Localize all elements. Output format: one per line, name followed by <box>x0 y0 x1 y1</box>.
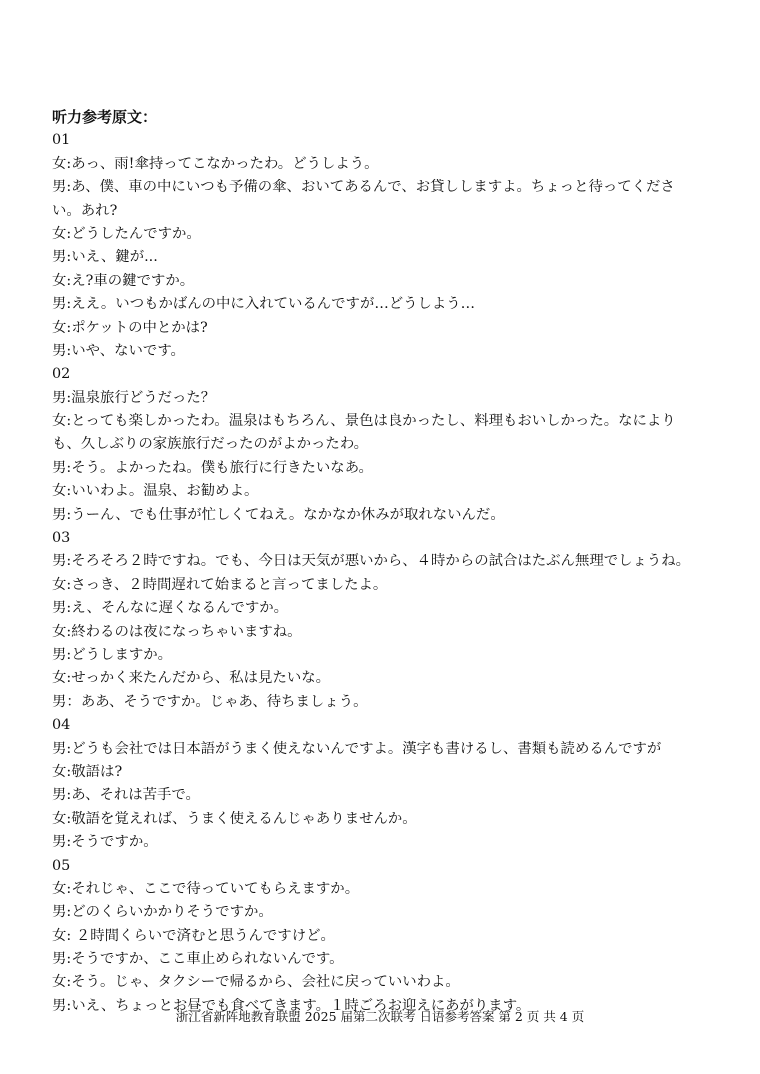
speaker-separator: : <box>66 904 72 921</box>
utterance-text: そうですか、ここ車止められないんです。 <box>71 951 344 968</box>
speaker-label: 男 <box>52 389 67 406</box>
speaker-separator: : <box>66 997 72 1014</box>
speaker-label: 女 <box>52 483 67 500</box>
dialogue-line <box>52 761 712 784</box>
dialogue-line <box>52 410 712 433</box>
speaker-separator: : <box>66 272 72 289</box>
utterance-text: さっき、２時間遅れて始まると言ってましたよ。 <box>71 576 388 593</box>
speaker-label: 男 <box>52 249 67 266</box>
speaker-separator: : <box>66 600 72 617</box>
utterance-text: ２時間くらいで済むと思うんですけど。 <box>71 927 335 944</box>
speaker-separator: : <box>66 319 72 336</box>
speaker-label: 男 <box>52 997 67 1014</box>
utterance-text: それじゃ、ここで待っていてもらえますか。 <box>71 880 360 897</box>
dialogue-line <box>52 691 712 714</box>
speaker-separator: : <box>66 225 72 242</box>
utterance-text: 敬語を覚えれば、うまく使えるんじゃありませんか。 <box>71 810 417 827</box>
utterance-text: いえ、ちょっとお昼でも食べてきます。１時ごろお迎えにあがります。 <box>71 997 531 1014</box>
utterance-text: も、久しぶりの家族旅行だったのがよかったわ。 <box>52 436 369 453</box>
dialogue-line <box>52 901 712 924</box>
utterance-text: そうですか。 <box>71 834 158 851</box>
speaker-separator: : <box>66 155 72 172</box>
speaker-separator: : <box>66 342 72 359</box>
speaker-label: 男 <box>52 459 67 476</box>
utterance-text: せっかく来たんだから、私は見たいな。 <box>71 670 331 687</box>
speaker-separator: : <box>66 927 72 944</box>
speaker-label: 女 <box>52 623 67 640</box>
utterance-text: どうも会社では日本語がうまく使えないんですよ。漢字も書けるし、書類も読めるんですが <box>71 740 662 757</box>
dialogue-line <box>52 504 712 527</box>
speaker-label: 男 <box>52 740 67 757</box>
speaker-separator: : <box>66 670 72 687</box>
utterance-text: どのくらいかかりそうですか。 <box>71 904 273 921</box>
speaker-label: 女 <box>52 319 67 336</box>
dialogue-line <box>52 831 712 854</box>
dialogue-line <box>52 223 712 246</box>
speaker-label: 女 <box>52 413 67 430</box>
speaker-label: 男 <box>52 834 67 851</box>
dialogue-line <box>52 574 712 597</box>
speaker-label: 女 <box>52 576 67 593</box>
speaker-label: 男 <box>52 506 67 523</box>
dialogue-line <box>52 270 712 293</box>
dialogue-line <box>52 948 712 971</box>
utterance-text: とっても楽しかったわ。温泉はもちろん、景色は良かったし、料理もおいしかった。なにより <box>71 413 676 430</box>
speaker-separator: : <box>66 576 72 593</box>
question-number: 03 <box>52 530 71 547</box>
dialogue-line <box>52 784 712 807</box>
utterance-text: いや、ないです。 <box>71 342 185 359</box>
dialogue-line <box>52 925 712 948</box>
utterance-text: 敬語は? <box>71 763 123 780</box>
utterance-text: え、そんなに遅くなるんですか。 <box>71 600 288 617</box>
speaker-label: 男 <box>52 296 67 313</box>
speaker-separator: : <box>66 951 72 968</box>
speaker-label: 女 <box>52 670 67 687</box>
dialogue-line <box>52 878 712 901</box>
utterance-text: あ、僕、車の中にいつも予備の傘、おいてあるんで、お貸ししますよ。ちょっと待ってくださ <box>71 179 675 196</box>
speaker-separator: : <box>66 646 72 663</box>
speaker-separator: : <box>66 296 72 313</box>
utterance-text: 温泉旅行どうだった？ <box>71 389 216 406</box>
dialogue-line <box>52 808 712 831</box>
speaker-separator: : <box>66 974 72 991</box>
utterance-text: いえ、鍵が... <box>71 249 158 266</box>
speaker-label: 男 <box>52 951 67 968</box>
speaker-label: 女 <box>52 974 67 991</box>
utterance-text: そろそろ２時ですね。でも、今日は天気が悪いから、４時からの試合はたぶん無理でしょうね。 <box>71 553 691 570</box>
dialogue-line <box>52 644 712 667</box>
utterance-text: そう。よかったね。僕も旅行に行きたいなあ。 <box>71 459 373 476</box>
speaker-separator: : <box>66 179 72 196</box>
speaker-label: 男 <box>52 646 67 663</box>
dialogue-line <box>52 176 712 199</box>
utterance-text: い。あれ? <box>52 202 118 219</box>
utterance-text: あ、それは苦手で。 <box>71 787 200 804</box>
speaker-separator: ： <box>66 693 81 710</box>
utterance-text: ポケットの中とかは? <box>71 319 208 336</box>
speaker-label: 男 <box>52 787 67 804</box>
utterance-text: どうしますか。 <box>71 646 173 663</box>
dialogue-line <box>52 457 712 480</box>
speaker-separator: : <box>66 810 72 827</box>
dialogue-line <box>52 153 712 176</box>
utterance-text: いいわよ。温泉、お勧めよ。 <box>71 483 259 500</box>
utterance-text: そう。じゃ、タクシーで帰るから、会社に戻っていいわよ。 <box>71 974 460 991</box>
dialogue-line <box>52 293 712 316</box>
speaker-label: 男 <box>52 904 67 921</box>
speaker-separator: : <box>66 763 72 780</box>
speaker-label: 女 <box>52 763 67 780</box>
dialogue-line <box>52 971 712 994</box>
speaker-label: 男 <box>52 600 67 617</box>
question-number: 05 <box>52 857 71 874</box>
dialogue-line <box>52 621 712 644</box>
utterance-text: 終わるのは夜になっちゃいますね。 <box>71 623 302 640</box>
speaker-separator: : <box>66 834 72 851</box>
utterance-text: あっ、雨!傘持ってこなかったわ。どうしよう。 <box>71 155 379 172</box>
speaker-separator: : <box>66 413 72 430</box>
transcript-body <box>52 129 712 1018</box>
dialogue-line <box>52 433 712 456</box>
utterance-text: うーん、でも仕事が忙しくてねえ。なかなか休みが取れないんだ。 <box>71 506 505 523</box>
page-footer: 浙江省新阵地教育联盟 2025 届第二次联考 日语参考答案 第 2 页 共 4 页 <box>175 1009 585 1024</box>
speaker-label: 男 <box>52 553 67 570</box>
speaker-label: 男 <box>52 179 67 196</box>
speaker-separator: : <box>66 483 72 500</box>
transcript-page <box>52 106 712 1018</box>
speaker-label: 女 <box>52 880 67 897</box>
question-number: 04 <box>52 717 71 734</box>
utterance-text: ええ。いつもかばんの中に入れているんですが…どうしよう… <box>71 296 476 313</box>
dialogue-line <box>52 597 712 620</box>
speaker-label: 男 <box>52 342 67 359</box>
dialogue-line <box>52 317 712 340</box>
speaker-separator: : <box>66 787 72 804</box>
speaker-label: 女 <box>52 155 67 172</box>
speaker-separator: : <box>66 880 72 897</box>
speaker-separator: : <box>66 389 72 406</box>
dialogue-line <box>52 480 712 503</box>
speaker-label: 女 <box>52 810 67 827</box>
dialogue-line <box>52 340 712 363</box>
speaker-separator: : <box>66 506 72 523</box>
speaker-separator: : <box>66 459 72 476</box>
speaker-separator: : <box>66 740 72 757</box>
dialogue-line <box>52 387 712 410</box>
dialogue-line <box>52 738 712 761</box>
dialogue-line <box>52 667 712 690</box>
utterance-text: え?車の鍵ですか。 <box>71 272 195 289</box>
speaker-label: 女 <box>52 927 67 944</box>
speaker-label: 男 <box>52 693 67 710</box>
utterance-text: どうしたんですか。 <box>71 225 201 242</box>
utterance-text: ああ、そうですか。じゃあ、待ちましょう。 <box>80 693 368 710</box>
question-number: 01 <box>52 132 71 149</box>
speaker-separator: : <box>66 249 72 266</box>
speaker-separator: : <box>66 623 72 640</box>
speaker-label: 女 <box>52 225 67 242</box>
dialogue-line <box>52 550 712 573</box>
speaker-separator: : <box>66 553 72 570</box>
section-heading: 听力参考原文： <box>52 108 158 126</box>
dialogue-line <box>52 200 712 223</box>
speaker-label: 女 <box>52 272 67 289</box>
dialogue-line <box>52 246 712 269</box>
question-number: 02 <box>52 366 71 383</box>
